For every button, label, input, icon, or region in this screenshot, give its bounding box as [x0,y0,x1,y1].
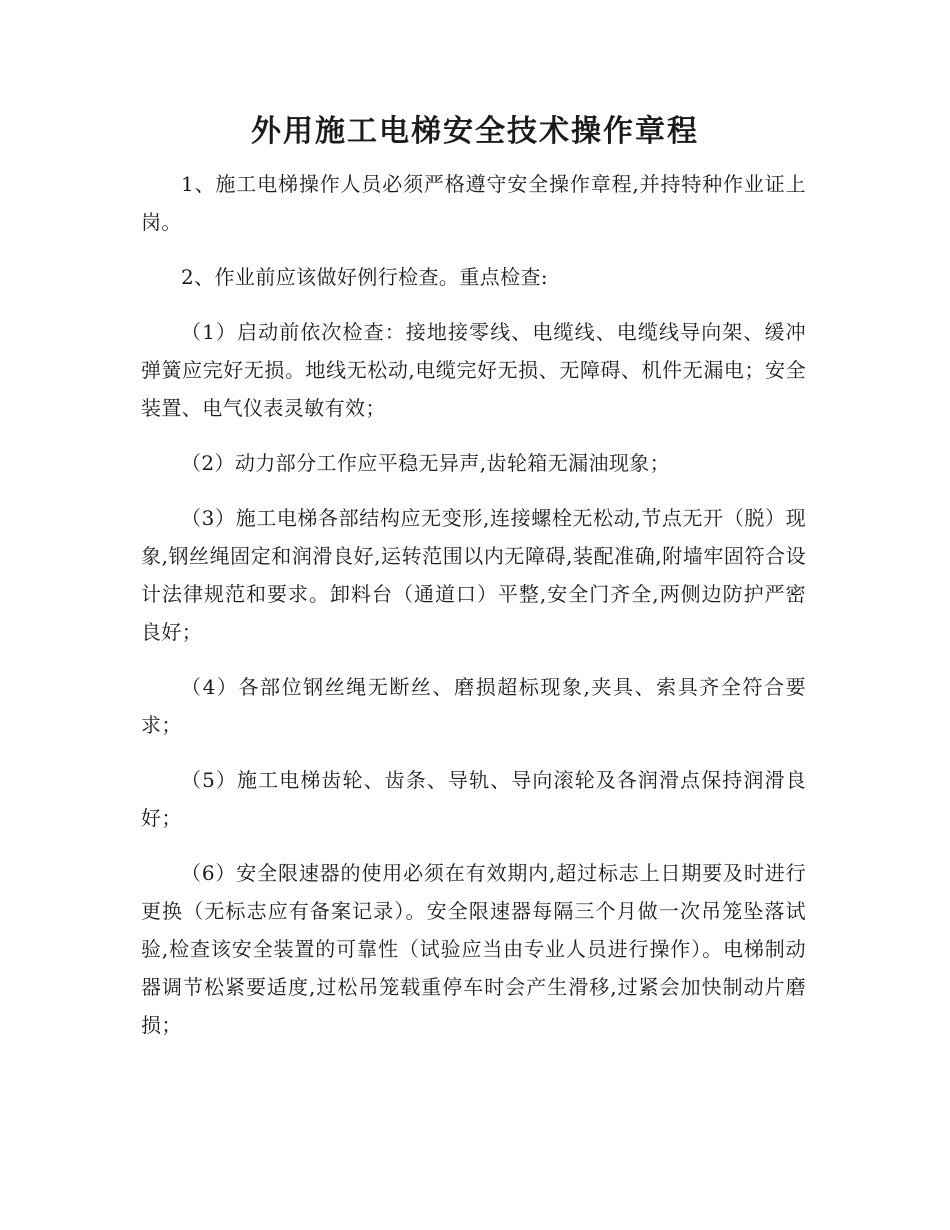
paragraph-5: （3）施工电梯各部结构应无变形,连接螺栓无松动,节点无开（脱）现象,钢丝绳固定和润滑良好,运转范围以内无障碍,装配准确,附墙牢固符合设计法律规范和要求。卸料台（通道口）平整,安全门齐全,两侧边防护严密良好； [141,506,806,644]
paragraph-3: （1）启动前依次检查：接地接零线、电缆线、电缆线导向架、缓冲弹簧应完好无损。地线无松动,电缆完好无损、无障碍、机件无漏电；安全装置、电气仪表灵敏有效； [141,320,806,420]
document-title: 外用施工电梯安全技术操作章程 [251,114,699,149]
paragraph-4: （2）动力部分工作应平稳无异声,齿轮箱无漏油现象； [181,451,671,475]
paragraph-8: （6）安全限速器的使用必须在有效期内,超过标志上日期要及时进行更换（无标志应有备案记录）。安全限速器每隔三个月做一次吊笼坠落试验,检查该安全装置的可靠性（试验应当由专业人员进行操作）。电梯制动器调节松紧要适度,过松吊笼载重停车时会产生滑移,过紧会加快制动片磨损； [141,861,806,1037]
document-body [141,165,806,1061]
paragraph-2: 2、作业前应该做好例行检查。重点检查: [181,265,549,289]
paragraph-7: （5）施工电梯齿轮、齿条、导轨、导向滚轮及各润滑点保持润滑良好； [141,768,806,830]
paragraph-6: （4）各部位钢丝绳无断丝、磨损超标现象,夹具、索具齐全符合要求； [141,675,806,737]
paragraph-1: 1、施工电梯操作人员必须严格遵守安全操作章程,并持特种作业证上岗。 [141,172,806,234]
